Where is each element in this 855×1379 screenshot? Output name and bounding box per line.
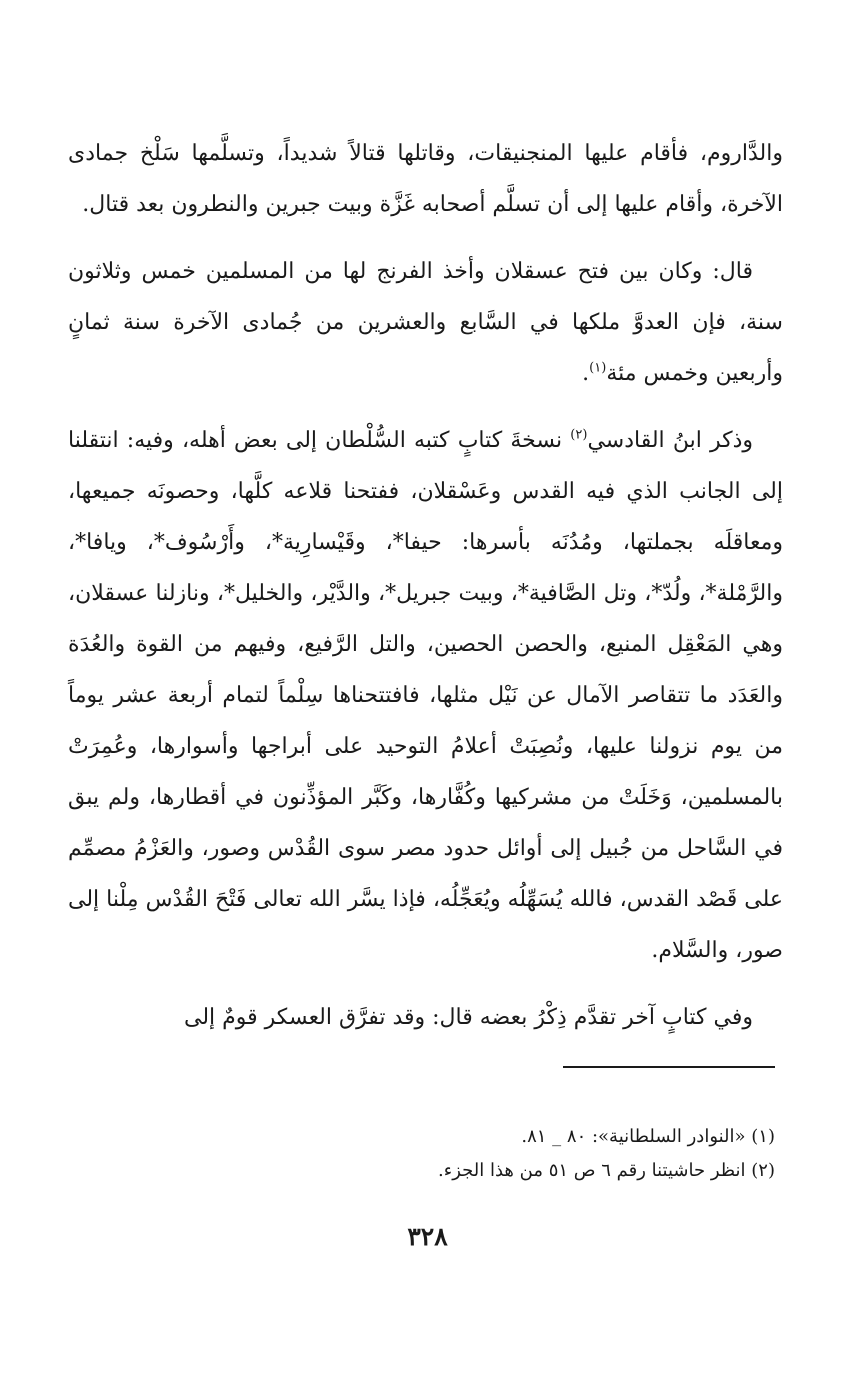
footnote-2: (٢) انظر حاشيتنا رقم ٦ ص ٥١ من هذا الجزء. xyxy=(438,1160,775,1181)
paragraph-4 xyxy=(68,992,783,1043)
footnote-1: (١) «النوادر السلطانية»: ٨٠ _ ٨١. xyxy=(521,1126,775,1147)
paragraph-3-tail: نسخةَ كتابٍ كتبه السُّلْطان إلى بعض أهله، وفيه: انتقلنا إلى الجانب الذي فيه القدس وعَسْقلان، ففتحنا قلاعه كلَّها، وحصونَه جميعها، ومعاقلَه بجملتها، ومُدُنَه بأسرها: حيفا*، وقَيْسارِية*، وأَرْسُوف*، ويافا*، والرَّمْلة*، ولُدّ*، وتل الصَّافية*، وبيت جبريل*، والدَّيْر، والخليل*، ونازلنا عسقلان، وهي المَعْقِل المنيع، والحصن الحصين، والتل الرَّفيع، وفيهم من القوة والعُدَة والعَدَد ما تتقاصر الآمال عن نَيْل مثلها، فافتتحناها سِلْماً لتمام أربعة عشر يوماً من يوم نزولنا عليها، ونُصِبَتْ أعلامُ التوحيد على أبراجها وأسوارها، وعُمِرَتْ بالمسلمين، وَخَلَتْ من مشركيها وكُفَّارها، وكَبَّر المؤذِّنون في أقطارها، ولم يبق في السَّاحل من جُبيل إلى أوائل حدود مصر سوى القُدْس وصور، والعَزْمُ مصمِّم على قَصْد القدس، فالله يُسَهِّلُه ويُعَجِّلُه، فإذا يسَّر الله تعالى فَتْحَ القُدْس مِلْنا إلى صور، والسَّلام. xyxy=(68,428,783,963)
paragraph-4-text: وفي كتابٍ آخر تقدَّم ذِكْرُ بعضه قال: وقد تفرَّق العسكر قومٌ إلى xyxy=(184,1005,753,1030)
page-number: ٣٢٨ xyxy=(407,1222,448,1251)
footnote-ref-1: (١) xyxy=(589,360,607,376)
footnote-ref-2: (٢) xyxy=(570,427,588,443)
footnotes xyxy=(70,1120,775,1188)
paragraph-3-text: وذكر ابنُ القادسي xyxy=(587,428,754,453)
paragraph-1 xyxy=(68,128,783,230)
main-text xyxy=(68,128,783,1059)
paragraph-3 xyxy=(68,415,783,976)
paragraph-2-tail: . xyxy=(582,361,590,386)
paragraph-2-text: قال: وكان بين فتح عسقلان وأخذ الفرنج لها من المسلمين خمس وثلاثون سنة، فإن العدوَّ ملكها في السَّابع والعشرين من جُمادى الآخرة سنة ثمانٍ وأربعين وخمس مئة xyxy=(68,259,783,386)
footnote-divider xyxy=(563,1066,775,1068)
paragraph-1-text: والدَّاروم، فأقام عليها المنجنيقات، وقاتلها قتالاً شديداً، وتسلَّمها سَلْخ جمادى الآخرة، وأقام عليها إلى أن تسلَّم أصحابه غَزَّة وبيت جبرين والنطرون بعد قتال. xyxy=(68,141,783,217)
paragraph-2 xyxy=(68,246,783,399)
